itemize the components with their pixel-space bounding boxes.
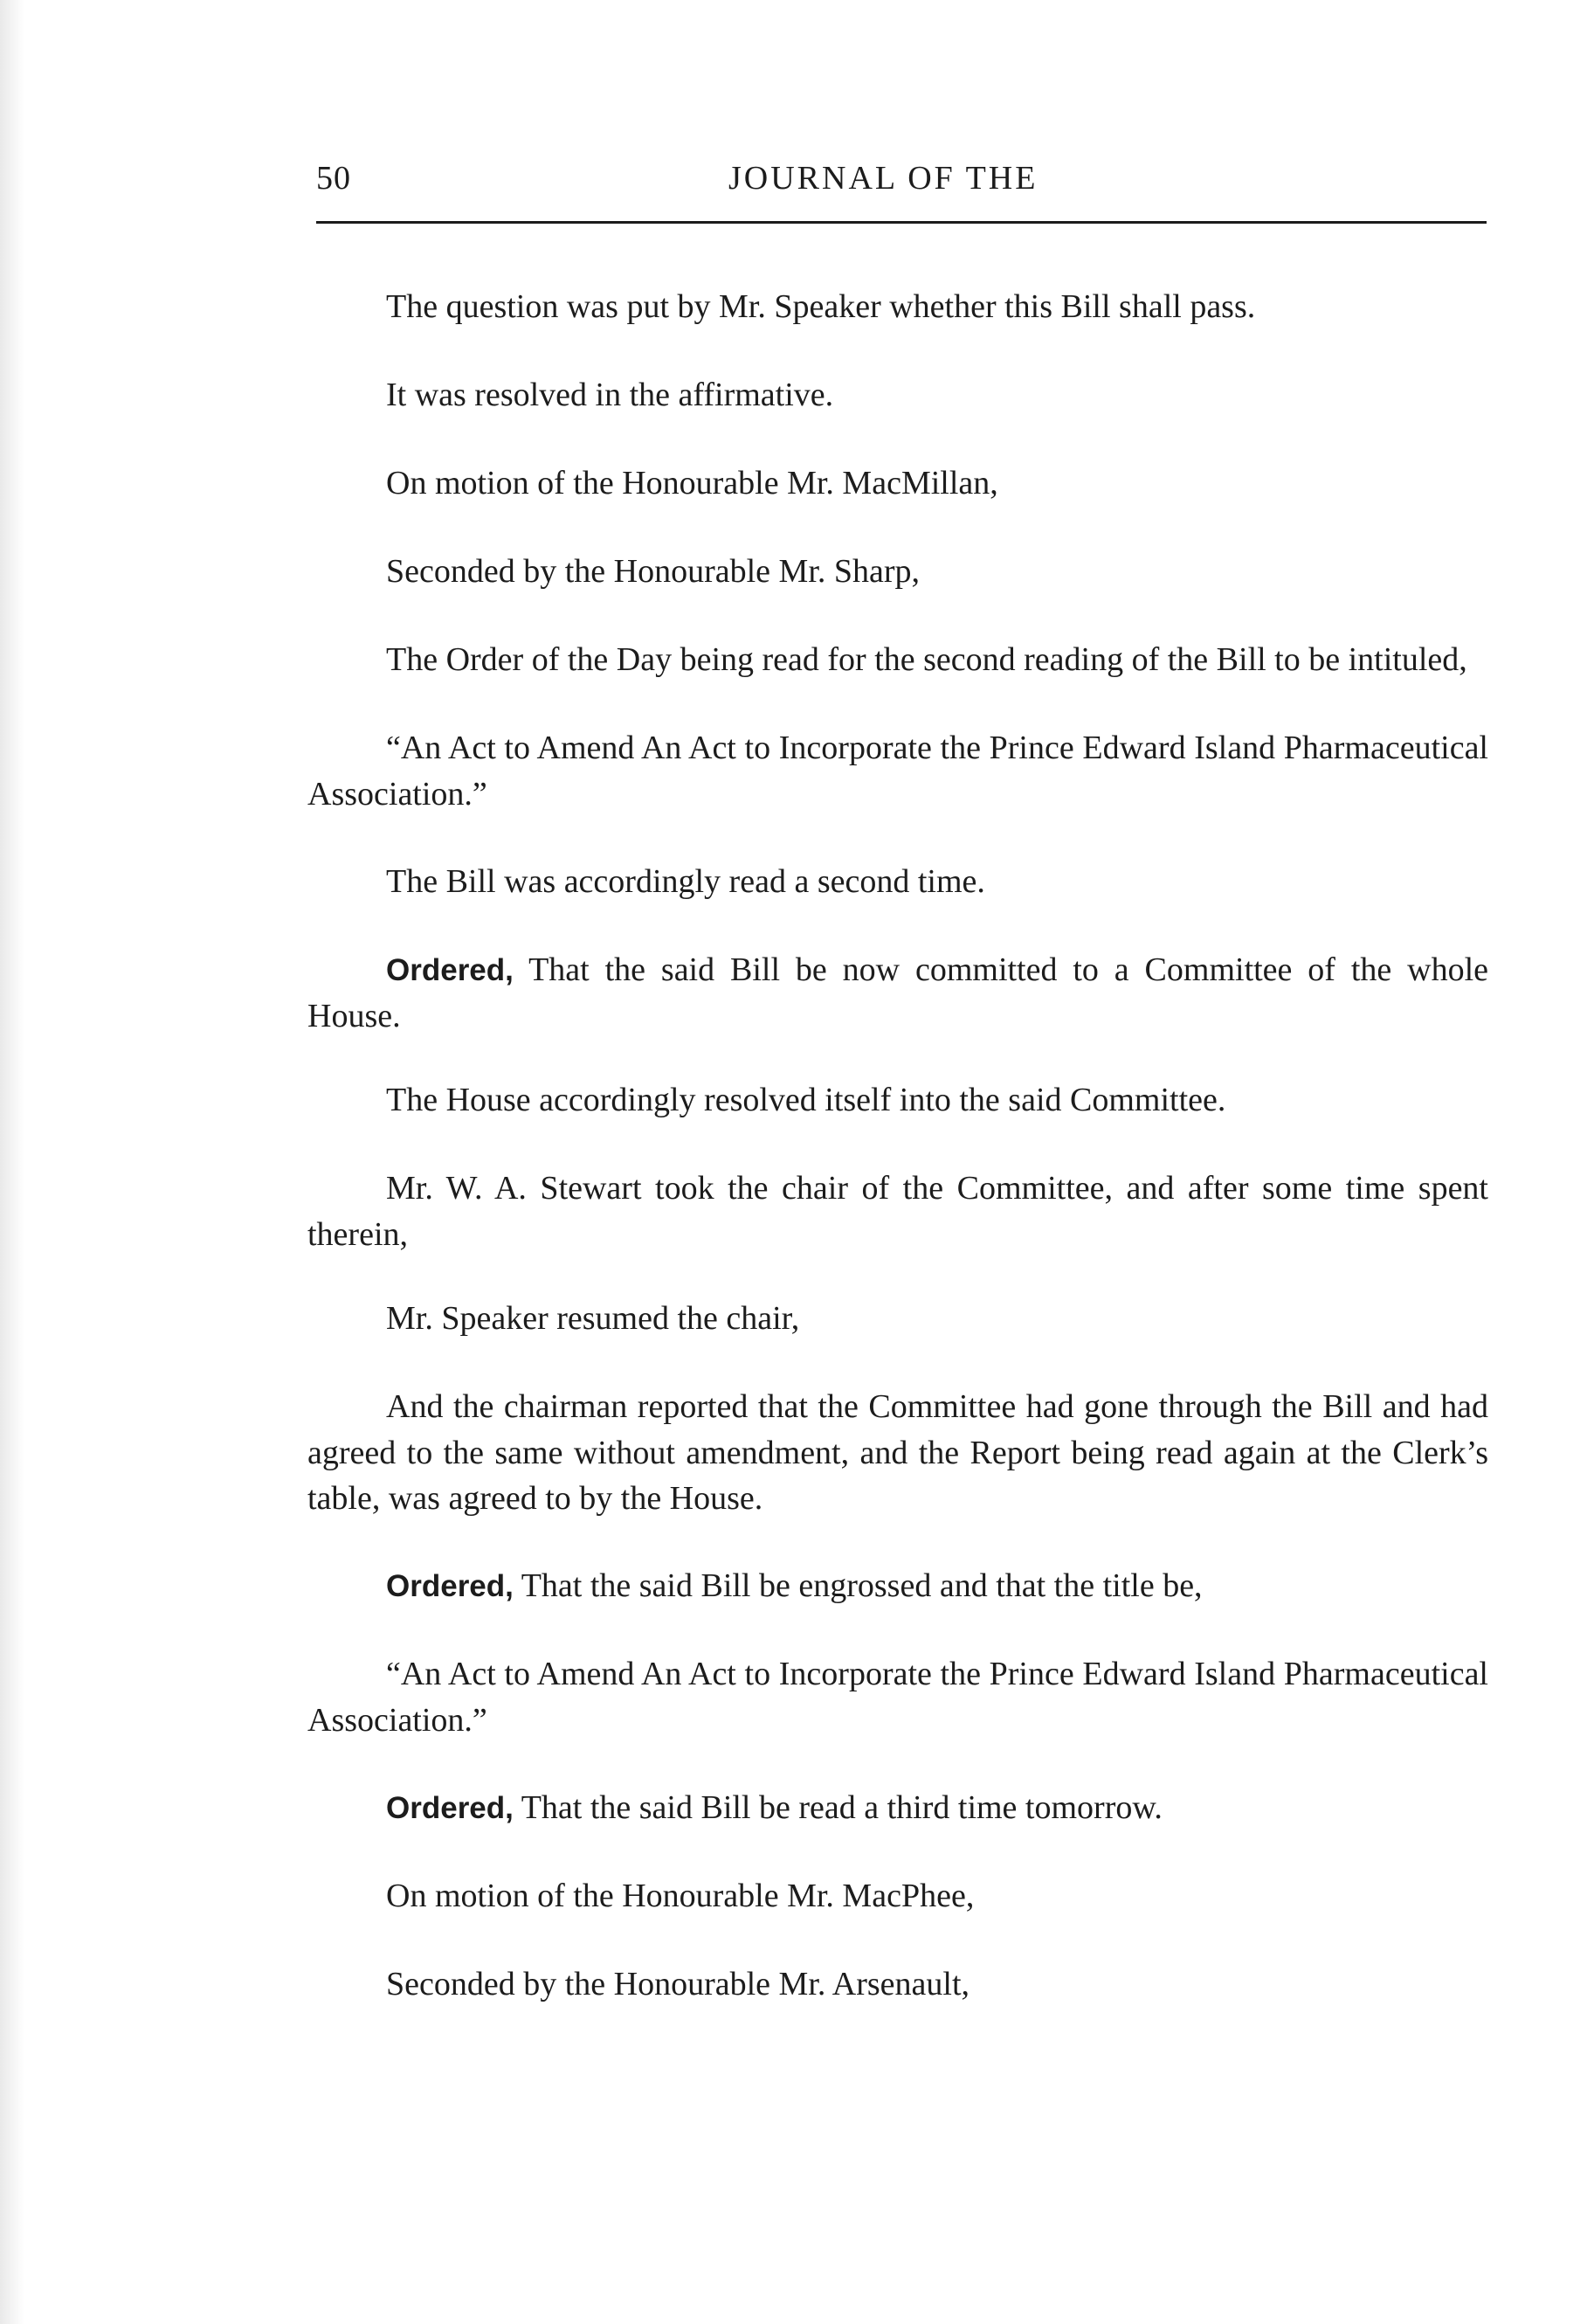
paragraph-text: That the said Bill be engrossed and that the title be, xyxy=(513,1567,1203,1604)
paragraph xyxy=(307,859,1488,905)
paragraph xyxy=(307,1563,1488,1609)
paragraph-text: It was resolved in the affirmative. xyxy=(386,377,834,413)
paragraph xyxy=(307,1165,1488,1257)
paragraph-text: On motion of the Honourable Mr. MacPhee, xyxy=(386,1878,975,1914)
running-head xyxy=(316,159,1487,203)
paragraph-text: Mr. W. A. Stewart took the chair of the Committee, and after some time spent therein, xyxy=(307,1170,1488,1253)
paragraph xyxy=(307,372,1488,418)
paragraph xyxy=(307,725,1488,817)
paragraph-text: On motion of the Honourable Mr. MacMillan, xyxy=(386,465,998,501)
paragraph-text: The question was put by Mr. Speaker whether this Bill shall pass. xyxy=(386,288,1256,325)
journal-body xyxy=(307,284,1488,2050)
paragraph-text: “An Act to Amend An Act to Incorporate the Prince Edward Island Pharmaceutical Association.” xyxy=(307,730,1488,813)
paragraph-text: Seconded by the Honourable Mr. Sharp, xyxy=(386,553,921,590)
paragraph-text: Mr. Speaker resumed the chair, xyxy=(386,1300,800,1337)
journal-title: JOURNAL OF THE xyxy=(728,160,1039,197)
page-number: 50 xyxy=(316,160,351,197)
ordered-lead: Ordered, xyxy=(386,1569,514,1603)
paragraph-text: That the said Bill be read a third time tomorrow. xyxy=(513,1789,1163,1826)
paragraph-text: Seconded by the Honourable Mr. Arsenault, xyxy=(386,1966,970,2002)
paragraph xyxy=(307,1873,1488,1919)
ordered-lead: Ordered, xyxy=(386,953,514,987)
paragraph xyxy=(307,637,1488,683)
paragraph xyxy=(307,1077,1488,1124)
paragraph xyxy=(307,1961,1488,2008)
header-rule xyxy=(316,221,1487,224)
paragraph-text: The Bill was accordingly read a second time. xyxy=(386,863,985,900)
paragraph-text: That the said Bill be now committed to a Committee of the whole House. xyxy=(307,951,1488,1034)
paragraph xyxy=(307,947,1488,1039)
paragraph xyxy=(307,1296,1488,1342)
ordered-lead: Ordered, xyxy=(386,1791,514,1825)
paragraph xyxy=(307,1785,1488,1831)
page-edge-shadow xyxy=(0,0,24,2324)
paragraph xyxy=(307,460,1488,507)
paragraph xyxy=(307,1384,1488,1521)
paragraph-text: The House accordingly resolved itself into the said Committee. xyxy=(386,1082,1226,1118)
paragraph xyxy=(307,549,1488,595)
paragraph xyxy=(307,284,1488,330)
paragraph-text: And the chairman reported that the Committee had gone through the Bill and had agreed to the same without amendment, and the Report being read again at the Clerk’s table, was agreed to by the House. xyxy=(307,1388,1488,1517)
paragraph xyxy=(307,1651,1488,1743)
paragraph-text: The Order of the Day being read for the second reading of the Bill to be intituled, xyxy=(386,641,1467,678)
paragraph-text: “An Act to Amend An Act to Incorporate the Prince Edward Island Pharmaceutical Association.” xyxy=(307,1656,1488,1739)
